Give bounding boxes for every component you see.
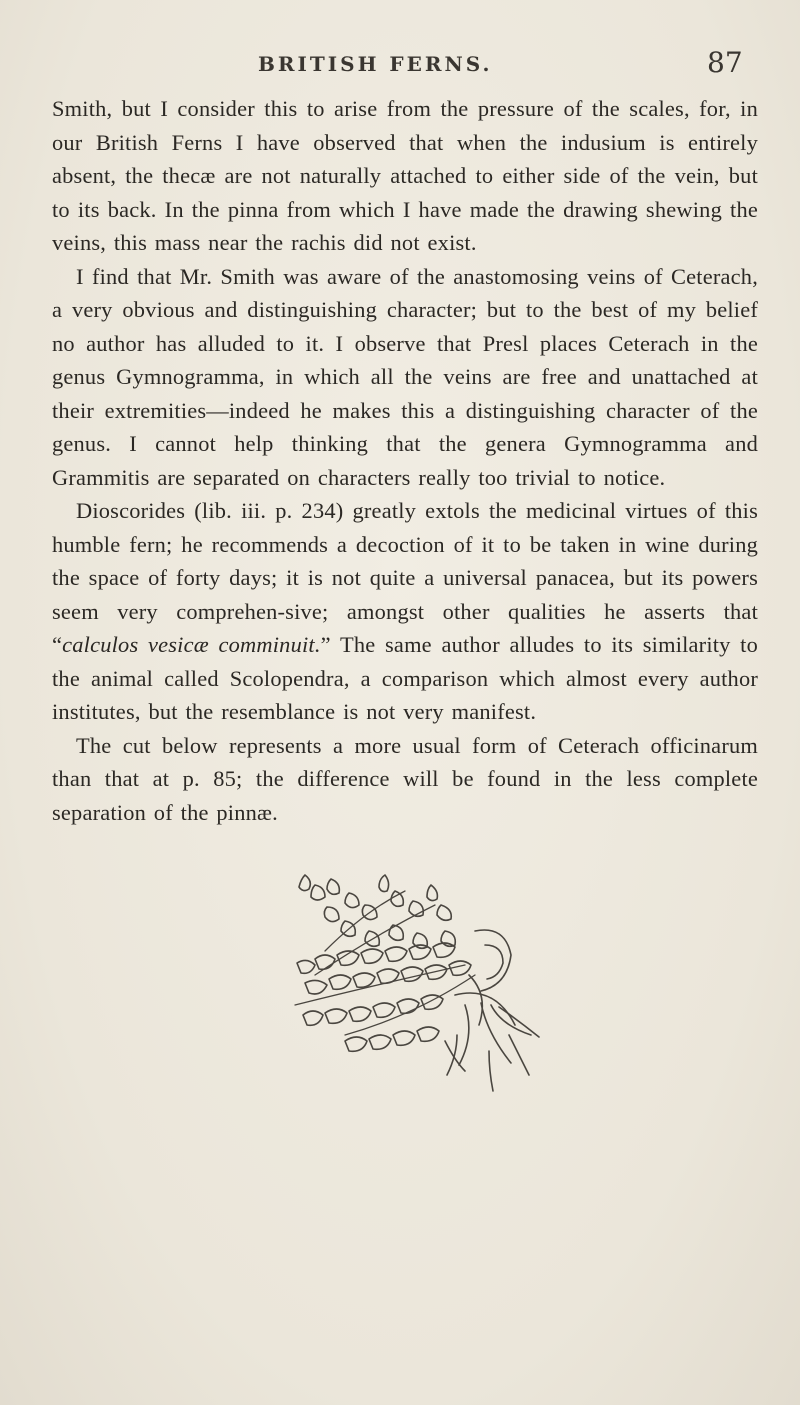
frond-cluster-upper <box>299 875 455 948</box>
page-header <box>0 46 800 82</box>
paragraph-3-after: ” The same author alludes to its similarity to the animal called Scolopendra, a comparison which almost every author institutes, but the resemblance is not very manifest. <box>52 632 759 724</box>
frond-cluster-lower <box>303 995 443 1051</box>
frond-cluster-middle <box>297 943 471 994</box>
body-text <box>52 92 758 829</box>
paragraph-4: The cut below represents a more usual form of Ceterach officinarum than that at p. 85; the difference will be found in the less complete separation of the pinnæ. <box>52 732 758 825</box>
paragraph-1: Smith, but I consider this to arise from the pressure of the scales, for, in our British Ferns I have observed that when the indusium is entirely absent, the thecæ are not naturally attached to either side of the vein, but to its back. In the pinna from which I have made the drawing shewing the veins, this mass near the rachis did not exist. <box>52 96 758 255</box>
running-title: BRITISH FERNS. <box>258 52 493 76</box>
page-number: 87 <box>707 46 743 79</box>
paragraph-3 <box>52 494 758 729</box>
latin-quote: calculos vesicæ comminuit. <box>62 632 321 657</box>
frond-right-side <box>445 930 539 1091</box>
paragraph-3-before: Dioscorides (lib. iii. p. 234) greatly extols the medicinal virtues of this humble fern; he recommends a decoction of it to be taken in wine during the space of forty days; it is not quite a universal panacea, but its powers seem very comprehen-sive; amongst other qualities he asserts that “ <box>52 498 758 657</box>
paragraph-2: I find that Mr. Smith was aware of the anastomosing veins of Ceterach, a very obvious and distinguishing character; but to the best of my belief no author has alluded to it. I observe that Presl places Ceterach in the genus Gymnogramma, in which all the veins are free and unattached at their extremities—indeed he makes this a distinguishing character of the genus. I cannot help thinking that the genera Gymnogramma and Grammitis are separated on characters really too trivial to notice. <box>52 263 758 490</box>
fern-frond-illustration-icon <box>285 855 565 1095</box>
